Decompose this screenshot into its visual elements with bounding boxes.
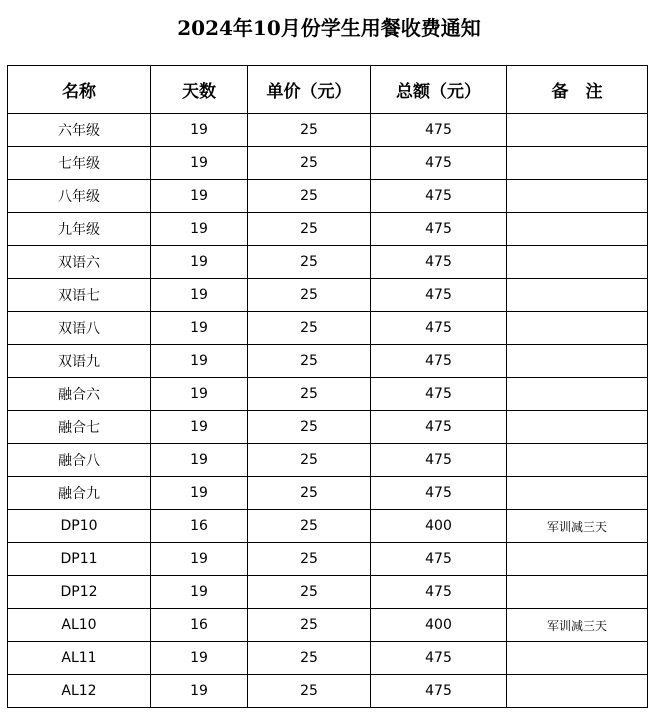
cell-total: 475	[371, 411, 507, 444]
cell-unit-price: 25	[248, 543, 371, 576]
cell-unit-price: 25	[248, 213, 371, 246]
cell-note	[507, 675, 648, 708]
table-body	[8, 114, 648, 708]
cell-unit-price: 25	[248, 576, 371, 609]
cell-note	[507, 114, 648, 147]
cell-unit-price: 25	[248, 345, 371, 378]
cell-total: 475	[371, 312, 507, 345]
cell-name: 双语九	[8, 345, 151, 378]
cell-note	[507, 312, 648, 345]
cell-days: 19	[151, 576, 248, 609]
cell-note	[507, 279, 648, 312]
cell-unit-price: 25	[248, 180, 371, 213]
table-row	[8, 180, 648, 213]
cell-unit-price: 25	[248, 477, 371, 510]
cell-unit-price: 25	[248, 246, 371, 279]
cell-total: 475	[371, 246, 507, 279]
cell-total: 475	[371, 114, 507, 147]
cell-name: 六年级	[8, 114, 151, 147]
cell-total: 400	[371, 609, 507, 642]
cell-name: 双语七	[8, 279, 151, 312]
cell-total: 475	[371, 576, 507, 609]
cell-note	[507, 642, 648, 675]
cell-note	[507, 411, 648, 444]
table-header-row	[8, 66, 648, 114]
cell-name: DP12	[8, 576, 151, 609]
cell-note	[507, 147, 648, 180]
header-days: 天数	[151, 66, 248, 114]
cell-name: 融合六	[8, 378, 151, 411]
cell-unit-price: 25	[248, 642, 371, 675]
cell-unit-price: 25	[248, 609, 371, 642]
cell-days: 19	[151, 411, 248, 444]
cell-note	[507, 213, 648, 246]
cell-name: 双语八	[8, 312, 151, 345]
cell-days: 19	[151, 180, 248, 213]
cell-total: 475	[371, 543, 507, 576]
cell-total: 475	[371, 477, 507, 510]
table-row	[8, 477, 648, 510]
cell-days: 19	[151, 675, 248, 708]
cell-name: DP10	[8, 510, 151, 543]
cell-name: 双语六	[8, 246, 151, 279]
table-row	[8, 279, 648, 312]
cell-name: 融合八	[8, 444, 151, 477]
cell-unit-price: 25	[248, 675, 371, 708]
cell-unit-price: 25	[248, 114, 371, 147]
cell-note	[507, 543, 648, 576]
table-row	[8, 576, 648, 609]
cell-note: 军训减三天	[507, 609, 648, 642]
cell-unit-price: 25	[248, 312, 371, 345]
cell-days: 19	[151, 213, 248, 246]
cell-days: 19	[151, 378, 248, 411]
table-row	[8, 543, 648, 576]
table-row	[8, 609, 648, 642]
cell-name: AL11	[8, 642, 151, 675]
cell-days: 19	[151, 312, 248, 345]
table-row	[8, 378, 648, 411]
cell-total: 400	[371, 510, 507, 543]
cell-days: 19	[151, 246, 248, 279]
cell-note	[507, 477, 648, 510]
cell-name: 融合七	[8, 411, 151, 444]
header-note: 备 注	[507, 66, 648, 114]
cell-note	[507, 246, 648, 279]
cell-note	[507, 444, 648, 477]
cell-name: 八年级	[8, 180, 151, 213]
table-row	[8, 114, 648, 147]
cell-total: 475	[371, 378, 507, 411]
cell-days: 19	[151, 642, 248, 675]
cell-unit-price: 25	[248, 411, 371, 444]
table-row	[8, 345, 648, 378]
cell-days: 16	[151, 609, 248, 642]
cell-name: 融合九	[8, 477, 151, 510]
cell-days: 19	[151, 543, 248, 576]
table-row	[8, 642, 648, 675]
fee-table	[7, 65, 648, 708]
table-row	[8, 213, 648, 246]
cell-days: 19	[151, 279, 248, 312]
cell-total: 475	[371, 279, 507, 312]
header-unit-price: 单价（元）	[248, 66, 371, 114]
cell-unit-price: 25	[248, 378, 371, 411]
cell-days: 19	[151, 477, 248, 510]
table-row	[8, 312, 648, 345]
cell-name: 九年级	[8, 213, 151, 246]
cell-total: 475	[371, 444, 507, 477]
cell-total: 475	[371, 147, 507, 180]
cell-note	[507, 345, 648, 378]
cell-note	[507, 576, 648, 609]
cell-total: 475	[371, 180, 507, 213]
table-row	[8, 246, 648, 279]
header-name: 名称	[8, 66, 151, 114]
cell-days: 19	[151, 345, 248, 378]
cell-note: 军训减三天	[507, 510, 648, 543]
cell-days: 19	[151, 114, 248, 147]
cell-days: 19	[151, 444, 248, 477]
cell-name: AL10	[8, 609, 151, 642]
cell-name: DP11	[8, 543, 151, 576]
cell-total: 475	[371, 345, 507, 378]
table-row	[8, 147, 648, 180]
cell-unit-price: 25	[248, 147, 371, 180]
table-row	[8, 444, 648, 477]
cell-total: 475	[371, 675, 507, 708]
header-total: 总额（元）	[371, 66, 507, 114]
table-row	[8, 411, 648, 444]
cell-note	[507, 180, 648, 213]
cell-days: 16	[151, 510, 248, 543]
cell-unit-price: 25	[248, 279, 371, 312]
table-row	[8, 675, 648, 708]
cell-name: AL12	[8, 675, 151, 708]
cell-name: 七年级	[8, 147, 151, 180]
cell-total: 475	[371, 213, 507, 246]
cell-days: 19	[151, 147, 248, 180]
cell-unit-price: 25	[248, 510, 371, 543]
page-title: 2024年10月份学生用餐收费通知	[177, 16, 481, 40]
cell-total: 475	[371, 642, 507, 675]
table-row	[8, 510, 648, 543]
cell-unit-price: 25	[248, 444, 371, 477]
cell-note	[507, 378, 648, 411]
